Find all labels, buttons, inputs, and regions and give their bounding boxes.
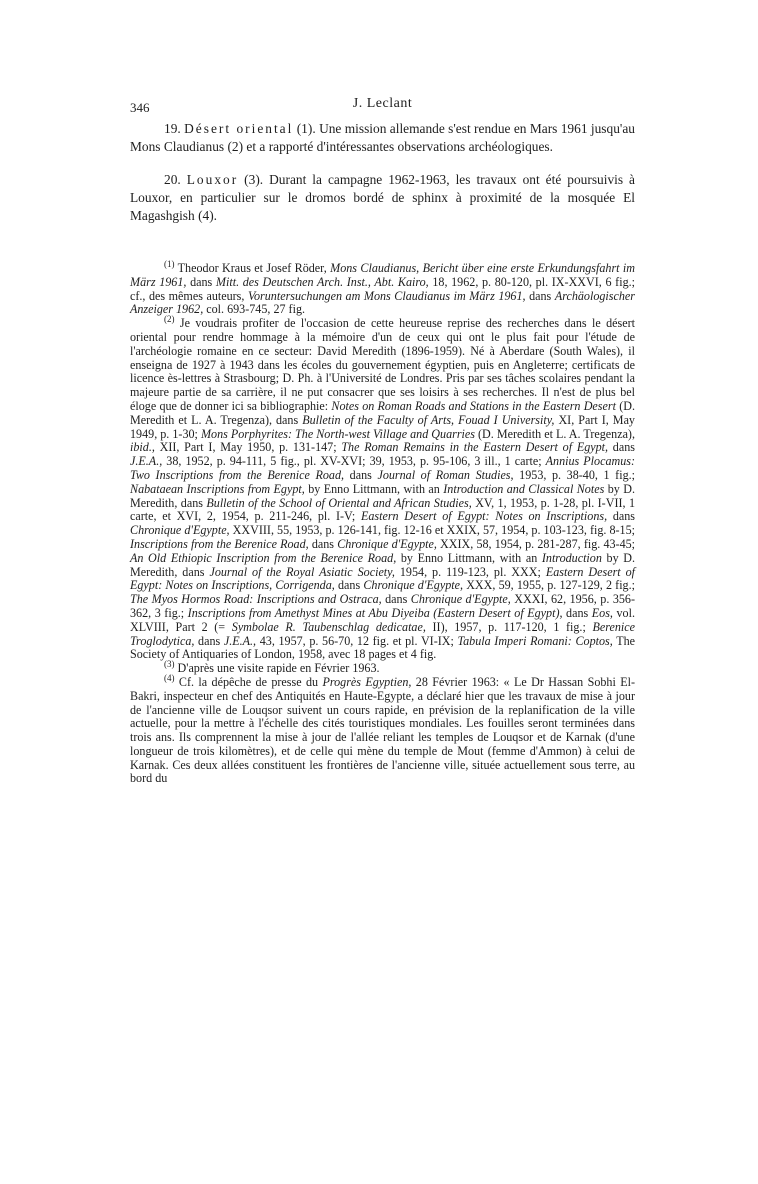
- section-heading: Désert oriental: [184, 121, 294, 136]
- section-heading: Louxor: [186, 172, 239, 187]
- main-text: [130, 120, 635, 225]
- footnote-3: $^{(3)}$ D'après une visite rapide en Février 1963.: [164, 659, 380, 676]
- footnotes: [130, 258, 636, 786]
- section-19: 19. Désert oriental (1). Une mission allemande s'est rendue en Mars 1961 jusqu'au Mons Claudianus (2) et a rapporté d'intéressantes observations archéologiques.: [130, 121, 635, 154]
- page-number: 346: [130, 100, 150, 115]
- page-header: [130, 96, 635, 120]
- page: [130, 96, 635, 786]
- section-20: 20. Louxor (3). Durant la campagne 1962-1963, les travaux ont été poursuivis à Louxor, en particulier sur le dromos bordé de sphinx à proximité de la mosquée El Magashgish (4).: [130, 172, 636, 223]
- footnote-2: $^{(2)}$ Je voudrais profiter de l'occasion de cette heureuse reprise des recherches dans le désert oriental pour rendre hommage à la mémoire d'un de ceux qui ont le plus fait pour l'étude de l'archéologie romaine en ce secteur: David Meredith (1896-1959). Né à Aberdare (South Wales), il enseigna de 1927 à 1943 dans les écoles du gouvernement égyptien, puis en Angleterre; certificats de licence ès-lettres à Strasbourg; D. Ph. à l'Université de Londres. Pris par ses tâches scolaires pendant la majeure partie de sa carrière, il ne put consacrer que ses loisirs à ses recherches. Il n'est de plus bel éloge que de donner ici sa bibliographie: Notes on Roman Roads and Stations in the Eastern Desert (D. Meredith et L. A. Tregenza), dans Bulletin of the Faculty of Arts, Fouad I University, XI, Part I, May 1949, p. 1-30; Mons Porphyrites: The North-west Village and Quarries (D. Meredith et L. A. Tregenza), ibid., XII, Part I, May 1950, p. 131-147; The Roman Remains in the Eastern Desert of Egypt, dans J.E.A., 38, 1952, p. 94-111, 5 fig., pl. XV-XVI; 39, 1953, p. 95-106, 3 ill., 1 carte; Annius Plocamus: Two Inscriptions from the Berenice Road, dans Journal of Roman Studies, 1953, p. 38-40, 1 fig.; Nabataean Inscriptions from Egypt, by Enno Littmann, with an Introduction and Classical Notes by D. Meredith, dans Bulletin of the School of Oriental and African Studies, XV, 1, 1953, p. 1-28, pl. I-VII, 1 carte, et XVI, 2, 1954, p. 211-246, pl. I-V; Eastern Desert of Egypt: Notes on Inscriptions, dans Chronique d'Egypte, XXVIII, 55, 1953, p. 126-141, fig. 12-16 et XXIX, 57, 1954, p. 103-123, fig. 8-15; Inscriptions from the Berenice Road, dans Chronique d'Egypte, XXIX, 58, 1954, p. 281-287, fig. 43-45; An Old Ethiopic Inscription from the Berenice Road, by Enno Littmann, with an Introduction by D. Meredith, dans Journal of the Royal Asiatic Society, 1954, p. 119-123, pl. XXX; Eastern Desert of Egypt: Notes on Inscriptions, Corrigenda, dans Chronique d'Egypte, XXX, 59, 1955, p. 127-129, 2 fig.; The Myos Hormos Road: Inscriptions and Ostraca, dans Chronique d'Egypte, XXXI, 62, 1956, p. 356-362, 3 fig.; Inscriptions from Amethyst Mines at Abu Diyeiba (Eastern Desert of Egypt), dans Eos, vol. XLVIII, Part 2 (= Symbolae R. Taubenschlag dedicatae, II), 1957, p. 117-120, 1 fig.; Berenice Troglodytica, dans J.E.A., 43, 1957, p. 56-70, 12 fig. et pl. VI-IX; Tabula Imperi Romani: Coptos, The Society of Antiquaries of London, 1958, avec 18 pages et 4 fig.: [130, 314, 636, 662]
- footnote-4: $^{(4)}$ Cf. la dépêche de presse du Progrès Egyptien, 28 Février 1963: « Le Dr Hassan Sobhi El-Bakri, inspecteur en chef des Antiquités en Haute-Egypte, a déclaré hier que les travaux de mise à jour de l'ancienne ville de Louqsor suivent un cours rapide, en prévision de la replanification de la ville actuelle, pour la mettre à l'échelle des cités touristiques mondiales. Les fouilles seront terminées dans trois ans. Ils comprennent la mise à jour de l'allée reliant les temples de Louqsor et de Karnak (d'une longueur de trois kilomètres), et de celle qui mène du temple de Mout (femme d'Ammon) à celui de Karnak. Ces deux allées constituent les frontières de l'ancienne ville, située actuellement sous terre, au bord du: [130, 672, 635, 786]
- running-head: J. Leclant: [352, 96, 413, 111]
- footnote-1: $^{(1)}$ Theodor Kraus et Josef Röder, Mons Claudianus, Bericht über eine erste Erkundungsfahrt im März 1961, dans Mitt. des Deutschen Arch. Inst., Abt. Kairo, 18, 1962, p. 80-120, pl. IX-XXVI, 6 fig.; cf., des mêmes auteurs, Voruntersuchungen am Mons Claudianus im März 1961, dans Archäologischer Anzeiger 1962, col. 693-745, 27 fig.: [130, 258, 636, 317]
